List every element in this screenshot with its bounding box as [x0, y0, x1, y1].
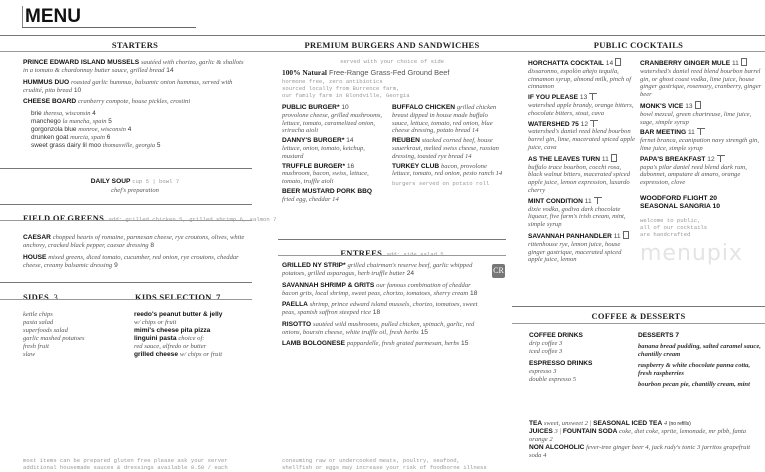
menu-item: [282, 137, 386, 160]
item-name: HUMMUS DUO: [23, 78, 70, 86]
potato-roll-note: burgers served on potato roll: [392, 180, 490, 188]
item-name: HORCHATTA COCKTAIL: [528, 60, 604, 67]
cheese-item: [31, 110, 248, 118]
drinks-line: [529, 428, 761, 444]
section-heading-cocktails: PUBLIC COCKTAILS: [593, 40, 684, 50]
item-description: shrimp, prince edward island mussels, chorizo, tomatoes, sweet peas, spanish saffron steeped rice: [282, 301, 478, 317]
menu-item: [392, 137, 506, 160]
soup-name: DAILY SOUP: [90, 178, 131, 185]
desserts-price: 7: [675, 332, 680, 339]
kids-item: [134, 327, 264, 335]
dessert-item: banana bread pudding, salted caramel sauce, chantilly cream: [638, 343, 761, 358]
note-line: our family farm in Blondville, Georgia: [282, 92, 410, 99]
highball-glass-icon: [623, 231, 629, 239]
kids-item-desc: choice of:: [178, 335, 205, 342]
coffee-item: iced coffee 3: [529, 348, 563, 355]
note-line: are handcrafted: [640, 230, 691, 238]
item-description: papa's pilar daniel reed blend dark rum, dubonnet, amputare di amaro, orange expression, clove: [640, 163, 747, 187]
kids-item-desc: w/ chips or fruit: [134, 319, 177, 326]
note-line: welcome to public,: [640, 216, 701, 224]
item-description: grilled chairman's reserve beef, garlic whipped potatoes, grilled asparagus, herb truffle butter: [282, 262, 473, 278]
item-name: BEER MUSTARD PORK BBQ: [282, 187, 372, 195]
section-heading-burgers: PREMIUM BURGERS AND SANDWICHES: [304, 40, 480, 50]
drink-desc: fever-tree ginger beer 4, jack rudy's tonic 3 jarritos grapefruit soda 4: [529, 444, 751, 459]
drink-name: FOUNTAIN SODA: [562, 428, 618, 435]
drink-note: (no refills): [668, 421, 691, 427]
item-description: sautéed with chorizo, garlic & shallots in a tomato & chardonnay butter sauce, grilled bread: [23, 59, 244, 75]
item-description: cranberry compote, house pickles, crostini: [77, 98, 191, 106]
menu-item: [23, 59, 248, 76]
daily-soup: [0, 178, 270, 195]
entrees-list: [282, 262, 487, 352]
note-line: most items can be prepared gluten free please ask your server: [23, 457, 228, 464]
item-description: fried egg, cheddar 14: [282, 195, 339, 203]
item-name: GRILLED NY STRIP*: [282, 262, 346, 269]
menu-item: [282, 321, 487, 338]
cheese-origin: la mancha, spain: [62, 118, 107, 126]
menu-item: [23, 98, 248, 106]
item-price: 11: [584, 197, 592, 205]
note-line: consuming raw or undercooked meats, poultry, seafood,: [282, 457, 460, 464]
note-line: additional housemade sauces & dressings available 0.50 / each: [23, 464, 228, 471]
menu-item: [640, 155, 763, 187]
starters-list: [23, 59, 248, 106]
section-heading-starters: STARTERS: [111, 40, 159, 50]
item-price: 12: [707, 155, 715, 163]
kids-item-name: mimi's cheese pita pizza: [134, 327, 211, 334]
item-name: CHEESE BOARD: [23, 98, 77, 106]
item-name: TURKEY CLUB: [392, 162, 440, 170]
beef-title-bold: 100% Natural: [282, 68, 327, 77]
item-price: 13: [685, 102, 693, 110]
divider: [0, 220, 252, 221]
note-line: sourced locally from Burrence farm,: [282, 85, 400, 92]
coupe-glass-icon: [697, 128, 705, 135]
soup-desc: chef's preparation: [111, 186, 159, 194]
item-description: provolone cheese, grilled mushrooms, lettuce, tomato, caramelized onion, sriracha aioli: [282, 111, 383, 135]
item-description: dissaronno, espolòn añejo tequila, cinnamon syrup, almond milk, pinch of cinnamon: [528, 67, 632, 91]
item-price: 14: [346, 137, 354, 145]
note-line: all of our cocktails: [640, 223, 708, 231]
side-item: garlic mashed potatoes: [23, 335, 85, 342]
item-name: MINT CONDITION: [528, 197, 583, 205]
item-price: 14: [605, 60, 614, 67]
mug-icon: [741, 58, 747, 66]
kids-item: [134, 335, 264, 343]
drink-desc: 3 |: [552, 428, 563, 435]
item-description: buffalo trace bourbon, cocchi rosa, black walnut bitters, macerated spiced apple juice, lemon expression, luxardo cherry: [528, 163, 631, 194]
kids-item-name: reedo's peanut butter & jelly: [134, 311, 223, 318]
wine-glass-icon: [717, 155, 725, 162]
cheese-origin: thomasville, georgia: [102, 141, 156, 149]
kids-item-desc: w/ chips or fruit: [179, 351, 223, 358]
entrees-heading: [278, 243, 506, 261]
sides-list: [23, 311, 128, 359]
item-description: lettuce, onion, tomato, ketchup, mustard: [282, 144, 365, 160]
item-price: 18: [470, 289, 478, 297]
item-price: 15: [461, 340, 469, 348]
item-name: PRINCE EDWARD ISLAND MUSSELS: [23, 59, 140, 66]
drink-name: TEA: [529, 420, 543, 427]
menu-item: [528, 154, 636, 195]
cheese-price: 5: [106, 118, 112, 126]
item-name: PUBLIC BURGER*: [282, 104, 340, 111]
drink-name: NON ALCOHOLIC: [529, 444, 585, 451]
item-description: stacked corned beef, house sauerkraut, melted swiss cheese, russian dressing, toasted rye bread 14: [392, 137, 499, 160]
cheese-origin: murcia, spain: [70, 133, 106, 141]
menu-item: [23, 234, 251, 251]
item-price: 11: [731, 60, 739, 67]
item-description: pappardelle, fresh grated parmesan, herbs: [346, 340, 460, 348]
menu-item: [23, 79, 248, 96]
side-item: kettle chips: [23, 311, 53, 318]
item-price: 11: [613, 232, 621, 240]
divider: [278, 239, 506, 240]
item-name: TRUFFLE BURGER*: [282, 162, 346, 170]
item-price: 11: [688, 129, 695, 137]
drinks-list: [529, 420, 761, 460]
desserts-title: DESSERTS: [638, 332, 674, 339]
kids-item: [134, 351, 264, 359]
side-item: fresh fruit: [23, 343, 49, 350]
menu-item: [640, 128, 763, 152]
item-name: SAVANNAH PANHANDLER: [528, 232, 612, 240]
item-price: 13: [579, 94, 588, 102]
item-name: HOUSE: [23, 253, 47, 261]
burgers-left-list: [282, 104, 386, 206]
cheese-price: 4: [90, 110, 96, 118]
item-price: 10: [341, 104, 349, 111]
divider: [0, 35, 765, 36]
kids-list: [134, 311, 264, 359]
item-description: mixed greens, diced tomato, cucumber, red onion, rye croutons, cheddar cheese, creamy balsamic dressing: [23, 253, 239, 269]
item-description: watershed's daniel reed blend bourbon barrel gin, or ghost coast vodka, lime juice, house ginger gastrique, rosemary, cranberry, ginger beer: [640, 67, 762, 99]
cheese-name: drunken goat: [31, 133, 71, 141]
menu-item: [23, 254, 251, 271]
kids-title: KIDS SELECTION: [135, 292, 212, 302]
cheese-price: 5: [155, 141, 161, 149]
cocktail-extra: WOODFORD FLIGHT 20: [640, 194, 718, 202]
menu-item: [282, 104, 386, 135]
item-price: 8: [150, 242, 155, 250]
menu-item: [392, 104, 506, 135]
coupe-glass-icon: [589, 93, 597, 100]
item-price: 11: [601, 155, 609, 163]
cocktails-left-list: [528, 58, 636, 266]
cheese-item: [31, 126, 248, 134]
cheese-item: [31, 134, 248, 142]
divider: [0, 282, 252, 283]
item-description: watershed's daniel reed blend bourbon barrel gin, lime, macerated spiced apple juice, cava: [528, 128, 635, 151]
menu-item: [528, 58, 636, 91]
section-heading-coffee-desserts: COFFEE & DESSERTS: [591, 311, 686, 321]
menupix-watermark: menupix: [640, 240, 743, 266]
divider: [0, 204, 252, 205]
soup-price: cup 5 | bowl 7: [132, 178, 180, 185]
menu-item: [282, 340, 487, 348]
kids-item: [134, 319, 264, 327]
side-item: slaw: [23, 351, 36, 358]
side-item: pasta salad: [23, 319, 54, 326]
dessert-item: raspberry & white chocolate panna cotta, fresh raspberries: [638, 362, 751, 377]
coffee-item: drip coffee 3: [529, 340, 563, 347]
item-price: 10: [73, 86, 82, 94]
cheese-list: [31, 110, 248, 149]
drink-name: SEASONAL ICED TEA: [593, 420, 663, 427]
highball-glass-icon: [611, 154, 617, 162]
divider: [0, 299, 252, 300]
footer-note-middle: [282, 457, 507, 471]
chairmans-reserve-logo: CR: [492, 264, 505, 278]
section-heading-entrees: ENTREES: [340, 248, 383, 258]
dessert-item: bourbon pecan pie, chantilly cream, mint: [638, 381, 750, 388]
cheese-name: gorgonzola blue: [31, 126, 79, 134]
footer-note-left: [23, 457, 263, 471]
item-name: AS THE LEAVES TURN: [528, 155, 601, 163]
divider: [0, 51, 765, 52]
section-heading-greens: FIELD OF GREENS: [23, 213, 105, 223]
item-description: roasted garlic hummus, balsamic onion hummus, served with crudité, pita bread: [23, 78, 233, 94]
drink-desc: coke, diet coke, sprite, lemonade, mr pibb, fanta orange 2: [529, 428, 747, 443]
espresso-item: double espresso 5: [529, 376, 577, 383]
menu-item: [528, 120, 636, 152]
menu-item: [282, 262, 487, 279]
item-price: 15: [420, 329, 428, 337]
divider: [278, 255, 506, 256]
cheese-name: sweet grass dairy lil moo: [31, 141, 103, 149]
item-description: fernet branca, ecanipation navy strength gin, lime juice, simple syrup: [640, 137, 759, 152]
sides-heading: [23, 287, 58, 305]
item-name: RISOTTO: [282, 320, 312, 328]
beef-description: [282, 78, 502, 99]
cheese-name: brie: [31, 110, 44, 118]
side-item: superfoods salad: [23, 327, 68, 334]
item-description: dixie vodka, godiva dark chocolate liqueur, five farm's irish cream, mint, simple syrup: [528, 205, 626, 229]
menu-item: [640, 58, 763, 99]
item-description: bowl mezcal, green chartreuse, lime juice, sage, simple syrup: [640, 110, 752, 126]
item-price: 12: [580, 120, 588, 128]
item-name: WATERSHED 75: [528, 120, 579, 128]
drinks-line: [529, 420, 761, 428]
espresso-item: espresso 3: [529, 368, 557, 375]
item-name: PAPA'S BREAKFAST: [640, 155, 706, 163]
kids-item: [134, 343, 264, 351]
cheese-origin: theresa, wisconsin: [43, 110, 91, 118]
item-description: chopped hearts of romaine, parmesan cheese, rye croutons, olives, white anchovy, cracked black pepper, caesar dressing: [23, 234, 245, 250]
cheese-name: manchego: [31, 118, 63, 126]
item-name: CAESAR: [23, 234, 51, 241]
divider: [512, 306, 765, 307]
item-name: IF YOU PLEASE: [528, 94, 579, 102]
item-description: our famous combination of cheddar bacon grits, local shrimp, sweet peas, chorizo, tomatoes, sherry cream: [282, 281, 471, 297]
kids-price: 7: [216, 292, 221, 302]
item-description: grilled chicken breast dipped in house made buffalo sauce, lettuce, tomato, red onion, blue cheese dressing, potato bread 14: [392, 104, 497, 135]
divider: [512, 323, 765, 324]
item-description: watershed apple brandy, orange bitters, chocolate bitters, stout, cava: [528, 101, 634, 117]
entrees-addon: add: side salad 5: [386, 251, 444, 258]
cocktail-extras: [640, 195, 763, 211]
item-name: CRANBERRY GINGER MULE: [640, 60, 731, 67]
item-description: sautéed wild mushrooms, pulled chicken, spinach, garlic, red onions, boursin cheese, white truffle oil, fresh herbs: [282, 320, 475, 337]
cheese-item: [31, 118, 248, 126]
item-price: 18: [372, 309, 381, 317]
cheese-price: 4: [125, 126, 132, 134]
note-line: shellfish or eggs may increase your risk of foodborne illness: [282, 464, 487, 471]
item-name: DANNY'S BURGER*: [282, 137, 345, 145]
menu-item: [282, 163, 386, 186]
note-line: hormone free, zero antibiotics: [282, 78, 383, 85]
kids-heading: [135, 287, 221, 305]
espresso-drinks-title: ESPRESSO DRINKS: [529, 360, 593, 367]
greens-heading: [23, 208, 277, 226]
page-title: MENU: [22, 6, 81, 28]
item-price: 16: [346, 162, 355, 170]
highball-glass-icon: [615, 58, 621, 66]
greens-list: [23, 234, 251, 273]
item-description: mushroom, bacon, swiss, lettuce, tomato, truffle aioli: [282, 170, 369, 186]
item-name: PAELLA: [282, 301, 308, 309]
beef-title: [282, 68, 502, 77]
menu-item: [640, 101, 763, 126]
highball-glass-icon: [695, 101, 701, 109]
burgers-right-list: [392, 104, 506, 178]
item-name: LAMB BOLOGNESE: [282, 340, 346, 348]
kids-item-name: linguini pasta: [134, 335, 179, 342]
drink-desc: 4: [662, 420, 669, 427]
kids-item-desc: red sauce, alfredo or butter: [134, 343, 207, 350]
coupe-glass-icon: [590, 120, 598, 127]
item-name: SAVANNAH SHRIMP & GRITS: [282, 281, 375, 289]
title-underline: [22, 27, 196, 28]
kids-item-name: grilled cheese: [134, 351, 180, 358]
coffee-drinks-title: COFFEE DRINKS: [529, 332, 583, 339]
menu-item: [282, 188, 386, 204]
burgers-side-note: served with your choice of side: [339, 58, 445, 65]
cocktails-note: [640, 217, 763, 238]
item-description: rittenhouse rye, lemon juice, house ginger gastrique, macerated spiced apple juice, lemon: [528, 240, 622, 264]
menu-item: [392, 163, 506, 179]
burgers-right-section: [392, 104, 506, 187]
item-price: 9: [114, 261, 118, 269]
item-name: BAR MEETING: [640, 129, 687, 137]
drink-desc: sweet, unsweet 2 |: [542, 420, 594, 427]
starters-section: [23, 59, 248, 149]
menu-item: [282, 301, 487, 318]
cocktails-right-section: [640, 58, 763, 266]
cocktails-right-list: [640, 58, 763, 187]
divider: [0, 168, 252, 169]
menu-item: [528, 93, 636, 117]
drinks-line: [529, 444, 761, 460]
item-price: 24: [406, 270, 415, 278]
item-name: REUBEN: [392, 137, 420, 145]
item-description: bacon, provolone lettuce, tomato, red onion, pesto ranch 14: [392, 162, 503, 178]
coupe-glass-icon: [594, 197, 602, 204]
greens-addons: add: grilled chicken 5, grilled shrimp 6, salmon 7: [108, 216, 277, 223]
menu-item: [528, 231, 636, 264]
sides-price: 3: [53, 292, 59, 302]
beef-title-text: Free-Range Grass-Fed Ground Beef: [329, 68, 450, 77]
desserts-block: [638, 332, 763, 392]
cheese-item: [31, 142, 248, 150]
kids-item: [134, 311, 264, 319]
drink-name: JUICES: [529, 428, 553, 435]
item-price: 14: [166, 67, 174, 75]
menu-item: [282, 282, 487, 299]
item-name: MONK'S VICE: [640, 102, 684, 110]
coffee-block: [529, 332, 629, 384]
cheese-origin: monroe, wisconsin: [78, 126, 126, 134]
cheese-price: 6: [105, 133, 111, 141]
item-name: BUFFALO CHICKEN: [392, 104, 456, 111]
menu-item: [528, 197, 636, 229]
sides-title: SIDES: [23, 292, 50, 302]
cocktail-extra: SEASONAL SANGRIA 10: [640, 202, 721, 210]
